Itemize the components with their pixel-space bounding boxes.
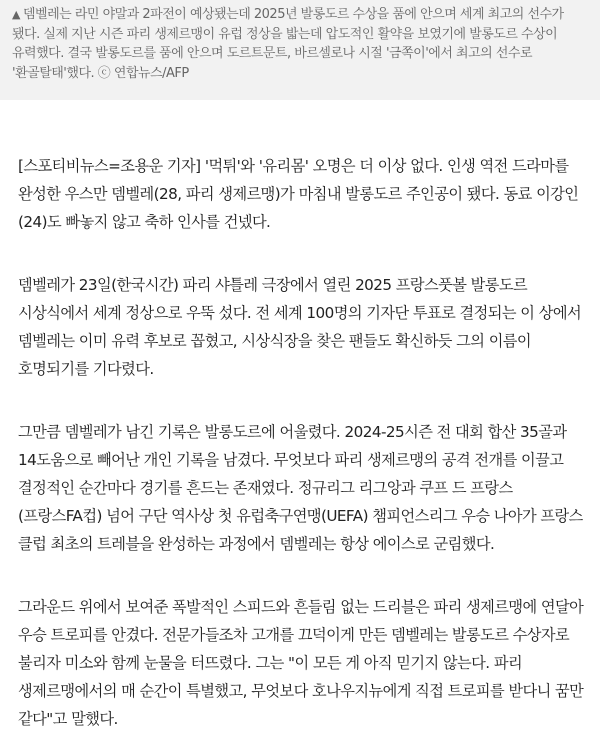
photo-caption bbox=[0, 0, 600, 100]
photo-caption-text bbox=[12, 5, 586, 83]
article-body bbox=[18, 152, 590, 733]
article-paragraph-1: [스포티비뉴스=조용운 기자] '먹튀'와 '유리몸' 오명은 더 이상 없다. 인생 역전 드라마를 완성한 우스만 뎀벨레(28, 파리 생제르맹)가 마침내 발롱도르 주인공이 됐다. 동료 이강인(24)도 빠놓지 않고 축하 인사를 건넸다. bbox=[18, 157, 579, 231]
article-paragraph-3: 그만큼 뎀벨레가 남긴 기록은 발롱도르에 어울렸다. 2024-25시즌 전 대회 합산 35골과 14도움으로 빼어난 개인 기록을 남겼다. 무엇보다 파리 생제르맹의 공격 전개를 이끌고 결정적인 순간마다 경기를 흔드는 존재였다. 정규리그 리그앙과 쿠프 드 프랑스(프랑스FA컵) 넘어 구단 역사상 첫 유럽축구연맹(UEFA) 챔피언스리그 우승 나아가 프랑스 클럽 최초의 트레블을 완성하는 과정에서 뎀벨레는 항상 에이스로 군림했다. bbox=[18, 423, 583, 553]
caption-triangle-icon: ▲ bbox=[12, 8, 20, 21]
caption-body: 뎀벨레는 라민 야말과 2파전이 예상됐는데 2025년 발롱도르 수상을 품에 안으며 세계 최고의 선수가 됐다. 실제 지난 시즌 파리 생제르맹이 유럽 정상을 밟는데 압도적인 활약을 보였기에 발롱도르 수상이 유력했다. 결국 발롱도르를 품에 안으며 도르트문트, 바르셀로나 시절 '금쪽이'에서 최고의 선수로 '환골탈태'했다. ⓒ 연합뉴스/AFP bbox=[12, 7, 564, 81]
article-paragraph-4: 그라운드 위에서 보여준 폭발적인 스피드와 흔들림 없는 드리블은 파리 생제르맹에 연달아 우승 트로피를 안겼다. 전문가들조차 고개를 끄덕이게 만든 뎀벨레는 발롱도르 수상자로 불리자 미소와 함께 눈물을 터뜨렸다. 그는 "이 모든 게 아직 믿기지 않는다. 파리 생제르맹에서의 매 순간이 특별했고, 무엇보다 호나우지뉴에게 직접 트로피를 받다니 꿈만 같다"고 말했다. bbox=[18, 598, 584, 728]
article-paragraph-2: 뎀벨레가 23일(한국시간) 파리 샤틀레 극장에서 열린 2025 프랑스풋볼 발롱도르 시상식에서 세계 정상으로 우뚝 섰다. 전 세계 100명의 기자단 투표로 결정되는 이 상에서 뎀벨레는 이미 유력 후보로 꼽혔고, 시상식장을 찾은 팬들도 확신하듯 그의 이름이 호명되기를 기다렸다. bbox=[18, 276, 582, 378]
